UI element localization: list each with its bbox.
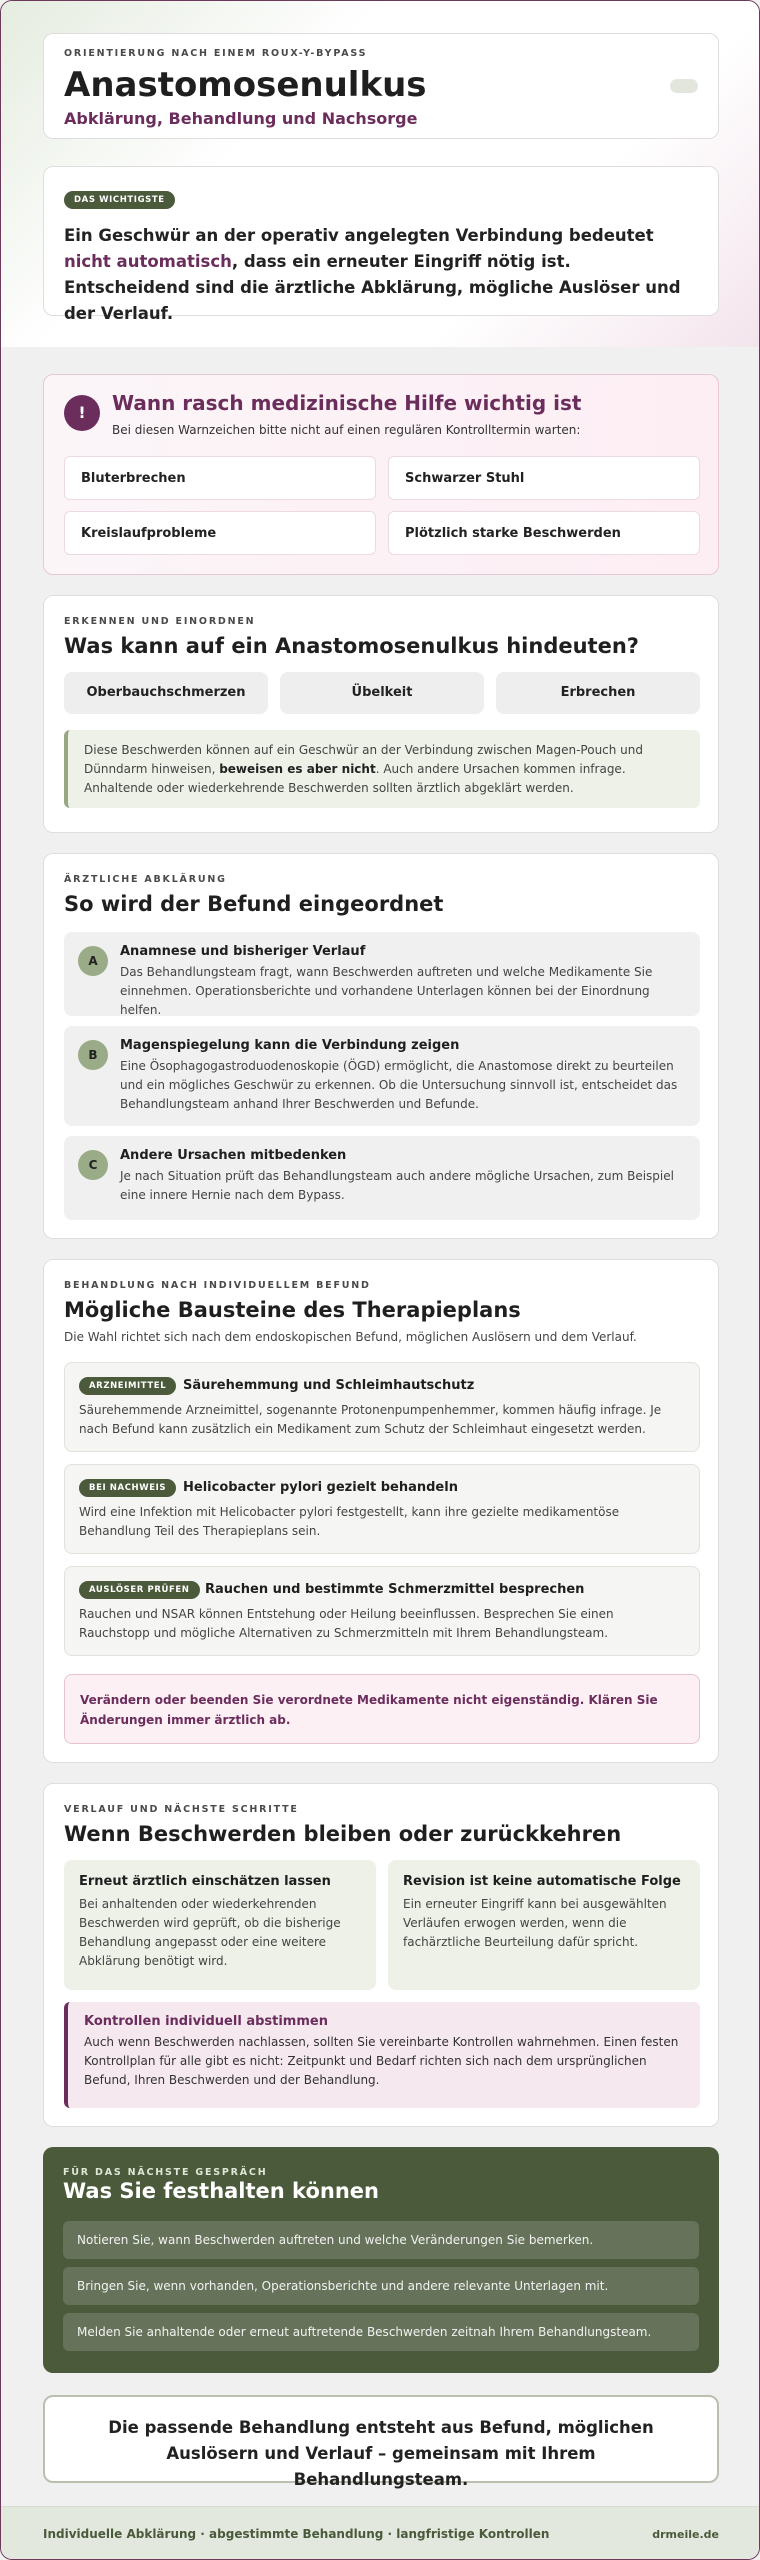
control-box	[64, 2002, 700, 2108]
control-text: Auch wenn Beschwerden nachlassen, sollten Sie vereinbarte Kontrollen wahrnehmen. Einen festen Kontrollplan für alle gibt es nicht: Zeitpunkt und Bedarf richten sich nach dem ursprünglichen Befund, Ihren Beschwerden und der Behandlung.	[84, 2035, 679, 2087]
therapy-badge-2: BEI NACHWEIS	[79, 1479, 176, 1497]
footer-site-link[interactable]: drmeile.de	[652, 2528, 719, 2541]
note-item-2: Bringen Sie, wenn vorhanden, Operationsberichte und andere relevante Unterlagen mit.	[63, 2267, 699, 2305]
footer-tagline: Individuelle Abklärung · abgestimmte Behandlung · langfristige Kontrollen	[43, 2527, 550, 2541]
warning-item-3: Kreislaufprobleme	[64, 511, 376, 555]
medication-warning: Verändern oder beenden Sie verordnete Medikamente nicht eigenständig. Klären Sie Änderungen immer ärztlich ab.	[64, 1674, 700, 1744]
urgent-card	[43, 374, 719, 575]
diagnosis-title: So wird der Befund eingeordnet	[64, 892, 444, 916]
diagnosis-card	[43, 853, 719, 1239]
key-text	[64, 223, 698, 327]
page-subtitle: Abklärung, Behandlung und Nachsorge	[64, 109, 418, 128]
header-kicker: ORIENTIERUNG NACH EINEM ROUX-Y-BYPASS	[64, 48, 368, 59]
therapy-item-text-1: Säurehemmende Arzneimittel, sogenannte Protonenpumpenhemmer, kommen häufig infrage. Je nach Befund kann zusätzlich ein Medikament zum Schutz der Schleimhaut eingesetzt werden.	[79, 1403, 662, 1436]
course-card-text-2: Ein erneuter Eingriff kann bei ausgewählten Verläufen erwogen werden, wenn die fachärztliche Beurteilung dafür spricht.	[403, 1897, 667, 1949]
step-letter-a: A	[78, 946, 108, 976]
notes-title: Was Sie festhalten können	[63, 2179, 379, 2203]
recognize-title: Was kann auf ein Anastomosenulkus hindeuten?	[64, 634, 639, 658]
symptom-chip-2: Übelkeit	[280, 672, 484, 714]
recognize-note-part-1: Diese Beschwerden können auf ein Geschwür an der Verbindung zwischen Magen-Pouch und Dünndarm hinweisen,	[84, 743, 644, 776]
footer	[1, 2506, 760, 2560]
page-title: Anastomosenulkus	[64, 65, 427, 105]
key-text-part-1: Ein Geschwür an der operativ angelegten Verbindung bedeutet	[64, 226, 654, 245]
course-card-text-1: Bei anhaltenden oder wiederkehrenden Beschwerden wird geprüft, ob die bisherige Behandlung angepasst oder eine weitere Abklärung benötigt wird.	[79, 1897, 341, 1968]
warning-item-2: Schwarzer Stuhl	[388, 456, 700, 500]
course-kicker: VERLAUF UND NÄCHSTE SCHRITTE	[64, 1804, 299, 1815]
therapy-item-title-1: Säurehemmung und Schleimhautschutz	[183, 1378, 475, 1393]
course-card-2	[388, 1860, 700, 1990]
step-text-c: Je nach Situation prüft das Behandlungsteam auch andere mögliche Ursachen, zum Beispiel eine innere Hernie nach dem Bypass.	[120, 1169, 674, 1202]
step-title-a: Anamnese und bisheriger Verlauf	[120, 944, 366, 959]
key-text-highlight: nicht automatisch	[64, 252, 232, 271]
recognize-card	[43, 595, 719, 833]
note-item-1: Notieren Sie, wann Beschwerden auftreten und welche Veränderungen Sie bemerken.	[63, 2221, 699, 2259]
control-title: Kontrollen individuell abstimmen	[84, 2014, 328, 2029]
therapy-badge-1: ARZNEIMITTEL	[79, 1377, 176, 1395]
therapy-kicker: BEHANDLUNG NACH INDIVIDUELLEM BEFUND	[64, 1280, 371, 1291]
therapy-card	[43, 1259, 719, 1763]
therapy-item-text-3: Rauchen und NSAR können Entstehung oder Heilung beeinflussen. Besprechen Sie einen Rauchstopp und mögliche Alternativen zu Schmerzmitteln mit Ihrem Behandlungsteam.	[79, 1607, 614, 1640]
course-card-title-1: Erneut ärztlich einschätzen lassen	[79, 1874, 331, 1889]
urgent-title: Wann rasch medizinische Hilfe wichtig ist	[112, 391, 582, 415]
diagnosis-step-b	[64, 1026, 700, 1126]
therapy-item-1	[64, 1362, 700, 1452]
step-text-b: Eine Ösophagogastroduodenoskopie (ÖGD) ermöglicht, die Anastomose direkt zu beurteilen und ein mögliches Geschwür zu erkennen. Ob die Untersuchung sinnvoll ist, entscheidet das Behandlungsteam anhand Ihrer Beschwerden und Befunde.	[120, 1059, 678, 1111]
step-title-b: Magenspiegelung kann die Verbindung zeigen	[120, 1038, 460, 1053]
key-text-part-2: , dass ein erneuter Eingriff nötig ist. Entscheidend sind die ärztliche Abklärung, mögliche Auslöser und der Verlauf.	[64, 252, 681, 323]
therapy-title: Mögliche Bausteine des Therapieplans	[64, 1298, 521, 1322]
step-title-c: Andere Ursachen mitbedenken	[120, 1148, 347, 1163]
diagnosis-kicker: ÄRZTLICHE ABKLÄRUNG	[64, 874, 227, 885]
key-message-card	[43, 166, 719, 323]
step-text-a: Das Behandlungsteam fragt, wann Beschwerden auftreten und welche Medikamente Sie einnehmen. Operationsberichte und vorhandene Unterlagen können bei der Einordnung helfen.	[120, 965, 653, 1017]
recognize-note	[64, 730, 700, 808]
recognize-kicker: ERKENNEN UND EINORDNEN	[64, 616, 256, 627]
header-card	[43, 33, 719, 139]
therapy-item-2	[64, 1464, 700, 1554]
urgent-intro: Bei diesen Warnzeichen bitte nicht auf einen regulären Kontrolltermin warten:	[112, 423, 581, 437]
summary-card: Die passende Behandlung entsteht aus Befund, möglichen Auslösern und Verlauf – gemeinsam mit Ihrem Behandlungsteam.	[43, 2395, 719, 2483]
therapy-item-3	[64, 1566, 700, 1656]
notes-card	[43, 2147, 719, 2373]
course-title: Wenn Beschwerden bleiben oder zurückkehren	[64, 1822, 622, 1846]
symptom-chip-3: Erbrechen	[496, 672, 700, 714]
warning-item-1: Bluterbrechen	[64, 456, 376, 500]
symptom-chip-1: Oberbauchschmerzen	[64, 672, 268, 714]
course-card	[43, 1783, 719, 2127]
therapy-item-title-3: Rauchen und bestimmte Schmerzmittel besprechen	[205, 1582, 585, 1597]
therapy-intro: Die Wahl richtet sich nach dem endoskopischen Befund, möglichen Auslösern und dem Verlauf.	[64, 1330, 637, 1344]
note-item-3: Melden Sie anhaltende oder erneut auftretende Beschwerden zeitnah Ihrem Behandlungsteam.	[63, 2313, 699, 2351]
course-card-title-2: Revision ist keine automatische Folge	[403, 1874, 681, 1889]
course-card-1	[64, 1860, 376, 1990]
recognize-note-part-2: . Auch andere Ursachen kommen infrage. Anhaltende oder wiederkehrende Beschwerden sollten ärztlich abgeklärt werden.	[84, 762, 626, 795]
therapy-badge-3: AUSLÖSER PRÜFEN	[79, 1581, 200, 1599]
key-badge: DAS WICHTIGSTE	[64, 191, 175, 209]
notes-kicker: FÜR DAS NÄCHSTE GESPRÄCH	[63, 2167, 268, 2178]
step-letter-c: C	[78, 1150, 108, 1180]
therapy-item-title-2: Helicobacter pylori gezielt behandeln	[183, 1480, 458, 1495]
alert-icon: !	[64, 395, 100, 431]
header-decoration-pill	[670, 79, 698, 93]
recognize-note-bold: beweisen es aber nicht	[219, 762, 376, 776]
therapy-item-text-2: Wird eine Infektion mit Helicobacter pylori festgestellt, kann ihre gezielte medikamentöse Behandlung Teil des Therapieplans sein.	[79, 1505, 620, 1538]
warning-item-4: Plötzlich starke Beschwerden	[388, 511, 700, 555]
diagnosis-step-c	[64, 1136, 700, 1220]
diagnosis-step-a	[64, 932, 700, 1016]
step-letter-b: B	[78, 1040, 108, 1070]
